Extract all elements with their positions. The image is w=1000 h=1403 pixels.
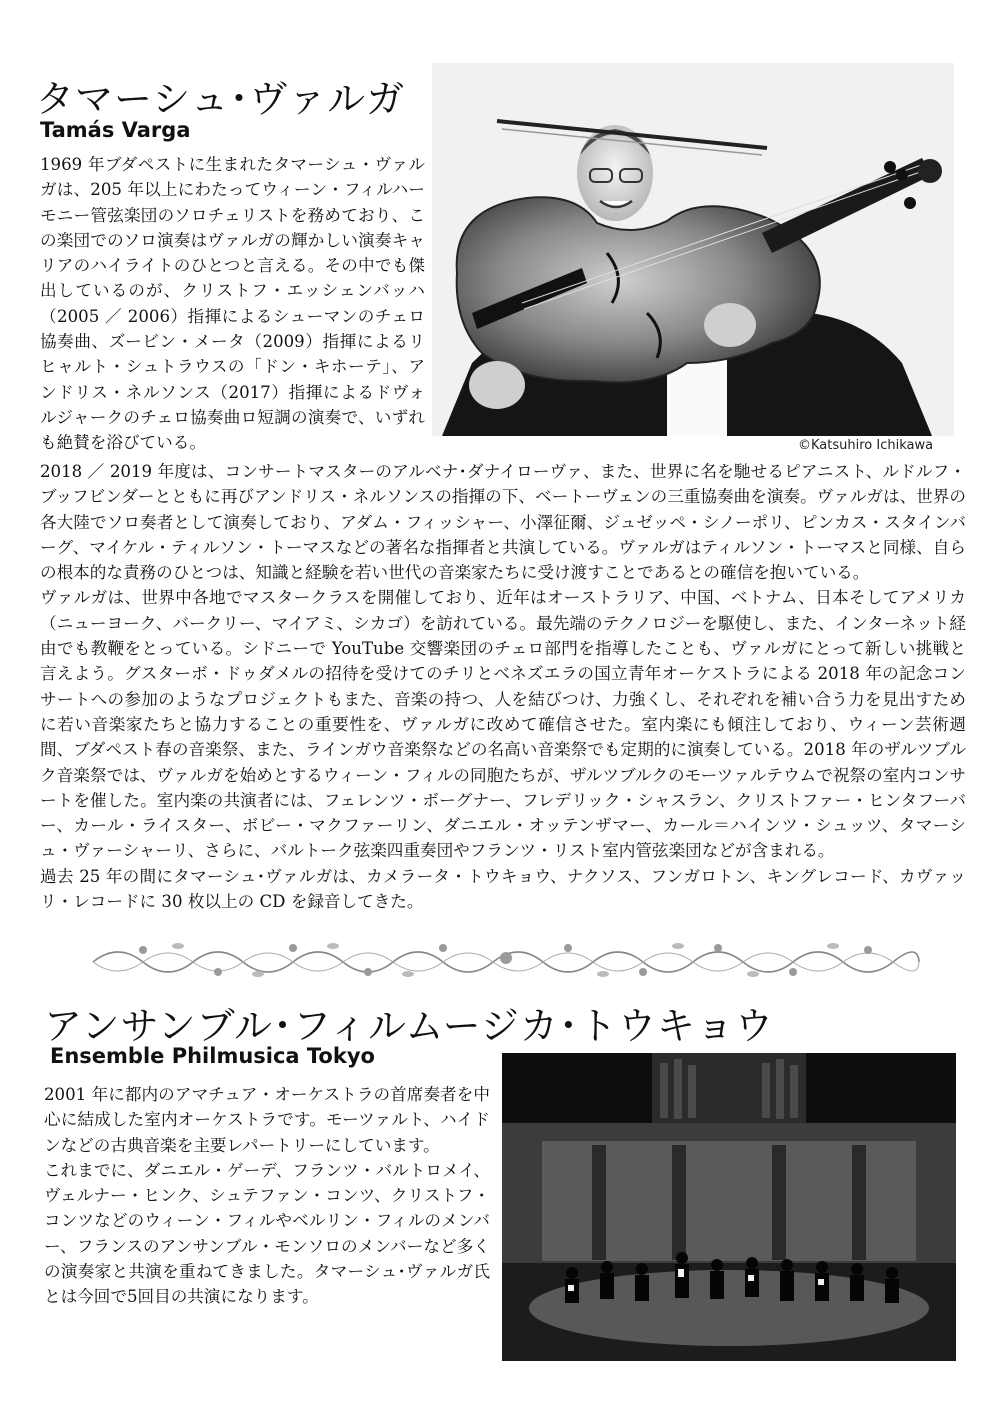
varga-bio-column <box>40 152 425 456</box>
ensemble-bio-paragraph-2: これまでに、ダニエル・ゲーデ、フランツ・バルトロメイ、ヴェルナー・ヒンク、シュテファン・コンツ、クリストフ・コンツなどのウィーン・フィルやベルリン・フィルのメンバー、フランスのアンサンブル・モンソロのメンバーなど多くの演奏家と共演を重ねてきました。タマーシュ･ヴァルガ氏とは今回で5回目の共演になります。 <box>44 1160 490 1307</box>
cellist-illustration <box>432 63 954 436</box>
varga-bio-paragraph-3: ヴァルガは、世界中各地でマスタークラスを開催しており、近年はオーストラリア、中国、ベトナム、日本そしてアメリカ（ニューヨーク、バークリー、マイアミ、シカゴ）を訪れている。最先端のテクノロジーを駆使し、また、インターネット経由でも教鞭をとっている。シドニーで YouTube 交響楽団のチェロ部門を指導したことも、ヴァルガにとって新しい挑戦と言えよう。グスターボ・ドゥダメルの招待を受けてのチリとベネズエラの国立青年オーケストラによる 2018 年の記念コンサートへの参加のようなプロジェクトもまた、音楽の持つ、人を結びつけ、力強くし、それぞれを補い合う力を見出すために若い音楽家たちと協力することの重要性を、ヴァルガに改めて確信させた。室内楽にも傾注しており、ウィーン芸術週間、ブダペスト春の音楽祭、また、ラインガウ音楽祭などの名高い音楽祭でも定期的に演奏している。2018 年のザルツブルク音楽祭では、ヴァルガを始めとするウィーン・フィルの同胞たちが、ザルツブルクのモーツァルテウムで祝祭の室内コンサートを催した。室内楽の共演者には、フェレンツ・ボーグナー、フレデリック・シャスラン、クリストファー・ヒンタフーバー、カール・ライスター、ボビー・マクファーリン、ダニエル・オッテンザマー、カール＝ハインツ・シュッツ、タマーシュ・ヴァーシャーリ、さらに、バルトーク弦楽四重奏団やフランツ・リスト室内管弦楽団などが含まれる。 <box>40 588 966 861</box>
ensemble-title-en: Ensemble Philmusica Tokyo <box>50 1044 375 1068</box>
concert-hall-illustration <box>502 1053 956 1361</box>
varga-title-jp: タマーシュ･ヴァルガ <box>36 77 406 121</box>
ensemble-bio <box>44 1082 490 1310</box>
floral-divider <box>88 936 924 982</box>
varga-bio-paragraph-2: 2018 ／ 2019 年度は、コンサートマスターのアルベナ･ダナイローヴァ、また、世界に名を馳せるピアニスト、ルドルフ・ブッフビンダーとともに再びアンドリス・ネルソンスの指揮の下、ベートーヴェンの三重協奏曲を演奏。ヴァルガは、世界の各大陸でソロ奏者として演奏しており、アダム・フィッシャー、小澤征爾、ジュゼッペ・シノーポリ、ピンカス・スタインバーグ、マイケル・ティルソン・トーマスなどの著名な指揮者と共演している。ヴァルガはティルソン・トーマスと同様、自らの根本的な責務のひとつは、知識と経験を若い世代の音楽家たちに受け渡すことであるとの確信を抱いている。 <box>40 462 966 583</box>
floral-scroll-ornament <box>88 936 924 982</box>
varga-bio-paragraph-1: 1969 年ブダペストに生まれたタマーシュ・ヴァルガは、205 年以上にわたってウィーン・フィルハーモニー管弦楽団のソロチェリストを務めており、この楽団でのソロ演奏はヴァルガの輝かしい演奏キャリアのハイライトのひとつと言える。その中でも傑出しているのが、クリストフ・エッシェンバッハ（2005 ／ 2006）指揮によるシューマンのチェロ協奏曲、ズービン・メータ（2009）指揮によるリヒャルト・シュトラウスの「ドン・キホーテ」、アンドリス・ネルソンス（2017）指揮によるドヴォルジャークのチェロ協奏曲ロ短調の演奏で、いずれも絶賛を浴びている。 <box>40 155 425 453</box>
varga-cello-photo <box>432 63 954 436</box>
varga-title-en: Tamás Varga <box>40 118 191 142</box>
ensemble-concert-photo <box>502 1053 956 1361</box>
varga-bio-paragraph-4: 過去 25 年の間にタマーシュ･ヴァルガは、カメラータ・トウキョウ、ナクソス、フンガロトン、キングレコード、カヴァッリ・レコードに 30 枚以上の CD を録音してきた。 <box>40 866 966 912</box>
photo-credit: ©Katsuhiro Ichikawa <box>798 438 934 453</box>
ensemble-title-jp: アンサンブル･フィルムージカ･トウキョウ <box>44 1004 774 1048</box>
varga-bio-full-width <box>40 459 966 914</box>
ensemble-bio-paragraph-1: 2001 年に都内のアマチュア・オーケストラの首席奏者を中心に結成した室内オーケストラです。モーツァルト、ハイドンなどの古典音楽を主要レパートリーにしています。 <box>44 1085 490 1155</box>
